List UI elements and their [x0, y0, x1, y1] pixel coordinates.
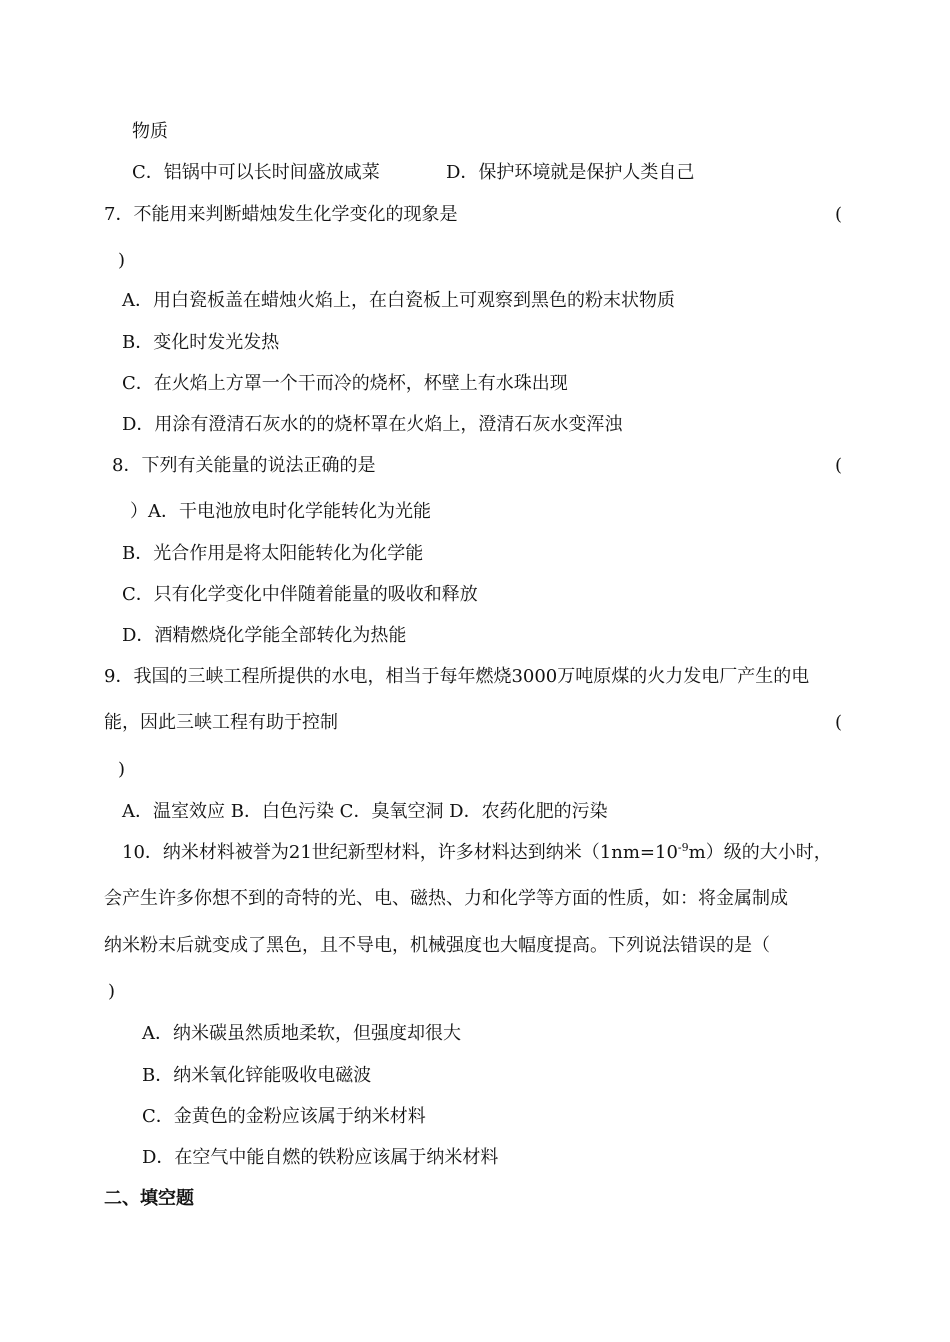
- q7-option-a: A．用白瓷板盖在蜡烛火焰上，在白瓷板上可观察到黑色的粉末状物质: [122, 290, 675, 311]
- q8-option-c: C．只有化学变化中伴随着能量的吸收和释放: [122, 584, 478, 605]
- q6-option-b-tail: 物质: [132, 121, 168, 142]
- q10-option-b: B．纳米氧化锌能吸收电磁波: [142, 1065, 372, 1086]
- q7-stem: 7．不能用来判断蜡烛发生化学变化的现象是: [104, 204, 458, 225]
- q10-option-d: D．在空气中能自燃的铁粉应该属于纳米材料: [142, 1147, 499, 1168]
- q8-option-d: D．酒精燃烧化学能全部转化为热能: [122, 625, 407, 646]
- q10-paren-close: ): [108, 981, 116, 1002]
- q7-paren-open: (: [835, 204, 843, 225]
- q7-option-b: B．变化时发光发热: [122, 332, 280, 353]
- q10-line-1-sup: -9: [677, 841, 689, 854]
- q10-line-1-post: m）级的大小时，: [688, 842, 832, 863]
- q10-option-a: A．纳米碳虽然质地柔软，但强度却很大: [142, 1023, 461, 1044]
- q8-stem: 8．下列有关能量的说法正确的是: [112, 455, 376, 476]
- q7-option-c: C．在火焰上方罩一个干而冷的烧杯，杯壁上有水珠出现: [122, 373, 568, 394]
- q9-line-2: 能，因此三峡工程有助于控制: [104, 712, 338, 733]
- q6-option-d: D．保护环境就是保护人类自己: [446, 162, 695, 183]
- q8-option-a: ）A．干电池放电时化学能转化为光能: [130, 501, 431, 522]
- q8-option-b: B．光合作用是将太阳能转化为化学能: [122, 543, 424, 564]
- q10-line-1-pre: 10．纳米材料被誉为21世纪新型材料，许多材料达到纳米（1nm=10: [122, 842, 678, 863]
- q6-option-c: C．铝锅中可以长时间盛放咸菜: [132, 162, 380, 183]
- q10-line-3: 纳米粉末后就变成了黑色，且不导电，机械强度也大幅度提高。下列说法错误的是（: [104, 935, 770, 956]
- q9-options: A．温室效应 B．白色污染 C．臭氧空洞 D．农药化肥的污染: [122, 801, 608, 822]
- q10-option-c: C．金黄色的金粉应该属于纳米材料: [142, 1106, 426, 1127]
- section-2-heading: 二、填空题: [104, 1188, 194, 1209]
- q7-option-d: D．用涂有澄清石灰水的的烧杯罩在火焰上，澄清石灰水变浑浊: [122, 414, 623, 435]
- q9-line-1: 9．我国的三峡工程所提供的水电，相当于每年燃烧3000万吨原煤的火力发电厂产生的电: [104, 666, 810, 687]
- q10-line-1: [122, 841, 832, 865]
- q9-paren-open: (: [835, 712, 843, 733]
- q8-paren-open: (: [835, 455, 843, 476]
- q7-paren-close: ): [118, 250, 126, 271]
- q9-paren-close: ): [118, 759, 126, 780]
- q10-line-2: 会产生许多你想不到的奇特的光、电、磁热、力和化学等方面的性质，如：将金属制成: [104, 888, 788, 909]
